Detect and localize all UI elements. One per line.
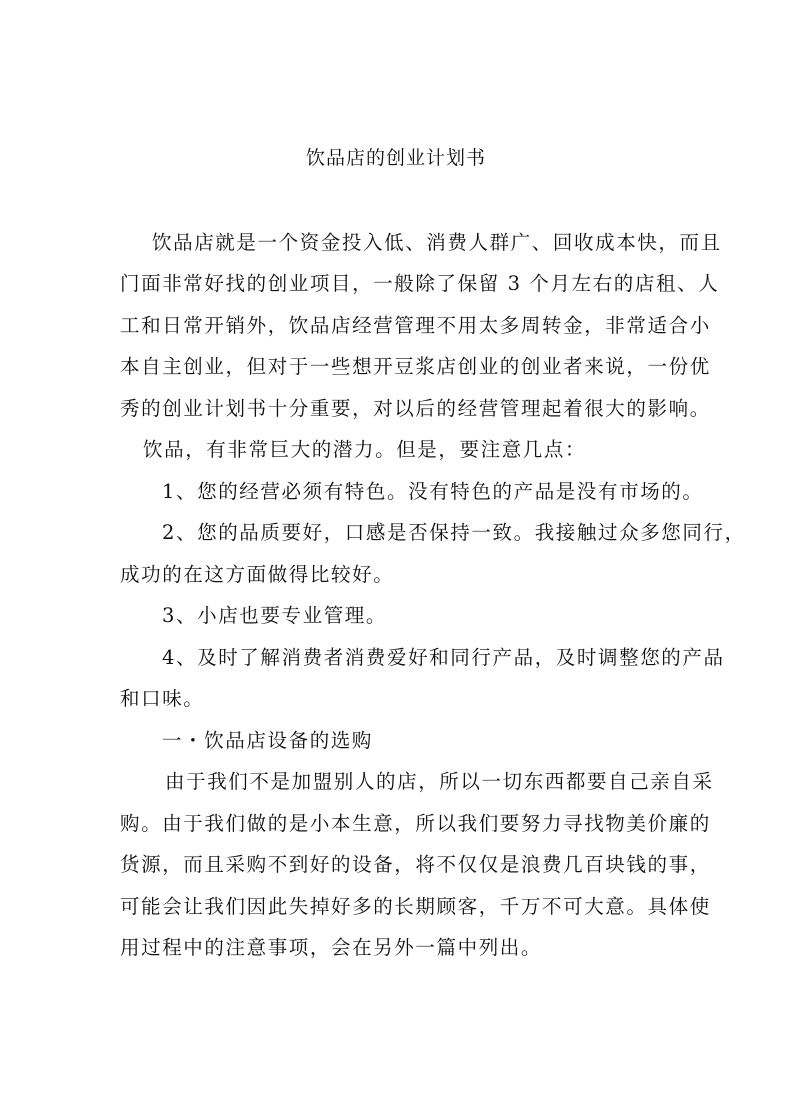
paragraph-equipment-line-5: 用过程中的注意事项，会在另外一篇中列出。 [120,936,543,959]
list-item-4-line-2: 和口味。 [120,687,205,710]
list-item-1: 1、您的经营必须有特色。没有特色的产品是没有市场的。 [162,480,704,503]
paragraph-equipment-line-3: 货源，而且采购不到好的设备，将不仅仅是浪费几百块钱的事， [120,853,711,876]
paragraph-equipment-line-2: 购。由于我们做的是小本生意，所以我们要努力寻找物美价廉的 [120,812,711,835]
paragraph-intro-line-3: 工和日常开销外，饮品店经营管理不用太多周转金，非常适合小 [120,314,711,337]
list-item-4-line-1: 4、及时了解消费者消费爱好和同行产品，及时调整您的产品 [162,646,725,669]
list-item-2-line-2: 成功的在这方面做得比较好。 [120,563,395,586]
paragraph-potential: 饮品，有非常巨大的潜力。但是，要注意几点： [143,438,587,461]
paragraph-equipment-line-1: 由于我们不是加盟别人的店，所以一切东西都要自己亲自采 [165,770,714,793]
paragraph-intro-line-1: 饮品店就是一个资金投入低、消费人群广、回收成本快，而且 [152,231,722,254]
paragraph-intro-line-5: 秀的创业计划书十分重要，对以后的经营管理起着很大的影响。 [120,397,711,420]
list-item-2-line-1: 2、您的品质要好，口感是否保持一致。我接触过众多您同行， [162,521,746,544]
document-title: 饮品店的创业计划书 [305,147,486,169]
paragraph-equipment-line-4: 可能会让我们因此失掉好多的长期顾客，千万不可大意。具体使 [120,895,711,918]
section-heading-equipment: 一・饮品店设备的选购 [162,729,374,752]
paragraph-intro-line-4: 本自主创业，但对于一些想开豆浆店创业的创业者来说，一份优 [120,355,711,378]
list-item-3: 3、小店也要专业管理。 [162,604,388,627]
paragraph-intro-line-2: 门面非常好找的创业项目，一般除了保留 3 个月左右的店租、人 [120,272,720,295]
